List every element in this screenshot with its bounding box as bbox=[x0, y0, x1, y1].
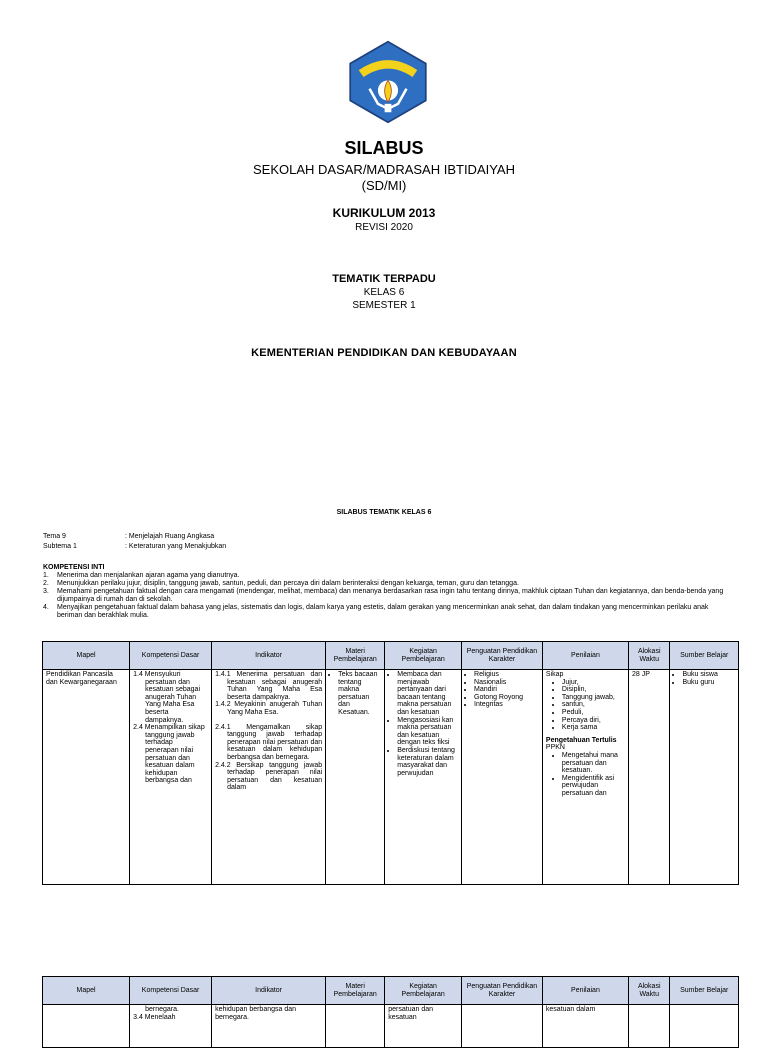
cell-alokasi: 28 JP bbox=[628, 670, 669, 885]
col-header: Penilaian bbox=[542, 977, 628, 1005]
syllabus-table-continued bbox=[42, 976, 739, 1048]
col-header: Kompetensi Dasar bbox=[130, 977, 212, 1005]
tema-label: Tema 9 bbox=[43, 533, 66, 540]
col-header: Penguatan Pendidikan Karakter bbox=[462, 977, 543, 1005]
col-header: Kegiatan Pembelajaran bbox=[385, 642, 462, 670]
col-header: Indikator bbox=[212, 642, 326, 670]
cell-kompetensi-dasar: 1.4 Mensyukuri persatuan dan kesatuan sebagai anugerah Tuhan Yang Maha Esa beserta dampaknya. 2.4 Menampilkan sikap tanggung jawab terhadap penerapan nilai persatuan dan kesatuan dalam kehidupan berbangsa dan bbox=[130, 670, 212, 885]
cell-mapel: Pendidikan Pancasila dan Kewarganegaraan bbox=[43, 670, 130, 885]
ki-heading: KOMPETENSI INTI bbox=[43, 564, 105, 571]
subject: TEMATIK TERPADU bbox=[332, 273, 436, 285]
section-title: SILABUS TEMATIK KELAS 6 bbox=[336, 509, 432, 516]
col-header: Mapel bbox=[43, 642, 130, 670]
cell-kompetensi-dasar: bernegara. 3.4 Menelaah bbox=[130, 1005, 212, 1048]
table-row bbox=[43, 1005, 739, 1048]
subtema-line bbox=[43, 543, 226, 550]
grade: KELAS 6 bbox=[363, 287, 405, 298]
cell-indikator: 1.4.1 Menerima persatuan dan kesatuan sebagai anugerah Tuhan Yang Maha Esa beserta dampaknya. 1.4.2 Meyakinin anugerah Tuhan Yang Maha Esa. 2.4.1 Mengamalkan sikap tanggung jawab terhadap penerapan nilai persatuan dan kesatuan dalam kehidupan berbangsa dan bernegara. 2.4.2 Bersikap tanggung jawab terhadap penerapan nilai persatuan dan kesatuan dalam bbox=[212, 670, 326, 885]
table-row bbox=[43, 670, 739, 885]
cell-penilaian: kesatuan dalam bbox=[542, 1005, 628, 1048]
tut-wuri-handayani-emblem-icon bbox=[346, 40, 430, 124]
tema-line bbox=[43, 533, 214, 540]
school-abbr: (SD/MI) bbox=[361, 178, 407, 193]
ki-item: 4. Menyajikan pengetahuan faktual dalam bahasa yang jelas, sistematis dan logis, dalam karya yang estetis, dalam gerakan yang mencerminkan anak sehat, dan dalam tindakan yang mencerminkan perilaku anak beriman dan berakhlak mulia. bbox=[43, 604, 709, 619]
ki-item: 1. Menerima dan menjalankan ajaran agama yang dianutnya. bbox=[43, 572, 240, 579]
tema-value: : Menjelajah Ruang Angkasa bbox=[125, 533, 215, 540]
col-header: Kompetensi Dasar bbox=[130, 642, 212, 670]
subtema-label: Subtema 1 bbox=[43, 543, 77, 550]
ki-item: 2. Menunjukkan perilaku jujur, disiplin, tanggung jawab, santun, peduli, dan percaya diri dalam berinteraksi dengan keluarga, teman, guru dan tetangga. bbox=[43, 580, 519, 587]
col-header: Alokasi Waktu bbox=[628, 642, 669, 670]
table-header-row bbox=[43, 977, 739, 1005]
col-header: Alokasi Waktu bbox=[628, 977, 669, 1005]
cell-kegiatan: persatuan dan kesatuan bbox=[385, 1005, 462, 1048]
syllabus-table bbox=[42, 641, 739, 885]
col-header: Materi Pembelajaran bbox=[326, 977, 385, 1005]
cell-karakter: • Religius • Nasionalis • Mandiri • Gotong Royong • Integritas bbox=[462, 670, 543, 885]
cell-indikator: kehidupan berbangsa dan bernegara. bbox=[212, 1005, 326, 1048]
col-header: Materi Pembelajaran bbox=[326, 642, 385, 670]
cell-materi bbox=[326, 1005, 385, 1048]
ki-list bbox=[43, 572, 733, 620]
col-header: Indikator bbox=[212, 977, 326, 1005]
document-title: SILABUS bbox=[344, 138, 424, 158]
ki-item: 3. Memahami pengetahuan faktual dengan cara mengamati (mendengar, melihat, membaca) dan menanya berdasarkan rasa ingin tahu tentang dirinya, makhluk ciptaan Tuhan dan kegiatannya, dan benda-benda yang dijumpainya di rumah dan di sekolah. bbox=[43, 588, 724, 603]
revision: REVISI 2020 bbox=[355, 222, 413, 233]
col-header: Mapel bbox=[43, 977, 130, 1005]
school-level: SEKOLAH DASAR/MADRASAH IBTIDAIYAH bbox=[253, 162, 515, 177]
col-header: Kegiatan Pembelajaran bbox=[385, 977, 462, 1005]
cell-mapel bbox=[43, 1005, 130, 1048]
col-header: Sumber Belajar bbox=[670, 977, 739, 1005]
cell-alokasi bbox=[628, 1005, 669, 1048]
semester: SEMESTER 1 bbox=[352, 300, 416, 311]
col-header: Penguatan Pendidikan Karakter bbox=[462, 642, 543, 670]
cell-sumber: • Buku siswa • Buku guru bbox=[670, 670, 739, 885]
curriculum: KURIKULUM 2013 bbox=[332, 206, 436, 220]
cell-materi: • Teks bacaan tentang makna persatuan dan Kesatuan. bbox=[326, 670, 385, 885]
table-header-row bbox=[43, 642, 739, 670]
ministry: KEMENTERIAN PENDIDIKAN DAN KEBUDAYAAN bbox=[251, 347, 517, 359]
cell-kegiatan: • Membaca dan menjawab pertanyaan dari bacaan tentang makna persatuan dan kesatuan • Mengasosiasi kan makna persatuan dan kesatuan dengan teks fiksi • Berdiskusi tentang keteraturan dalam masyarakat dan perwujudan bbox=[385, 670, 462, 885]
col-header: Penilaian bbox=[542, 642, 628, 670]
cell-sumber bbox=[670, 1005, 739, 1048]
subtema-value: : Keteraturan yang Menakjubkan bbox=[125, 543, 227, 550]
cell-penilaian: Sikap • Jujur, • Disiplin, • Tanggung jawab, • santun, • Peduli, • Percaya diri, • Kerja sama Pengetahuan Tertulis PPKN • Mengetahui mana persatuan dan kesatuan. • Mengidentifik asi perwujudan persatuan dan bbox=[542, 670, 628, 885]
cell-karakter bbox=[462, 1005, 543, 1048]
col-header: Sumber Belajar bbox=[670, 642, 739, 670]
